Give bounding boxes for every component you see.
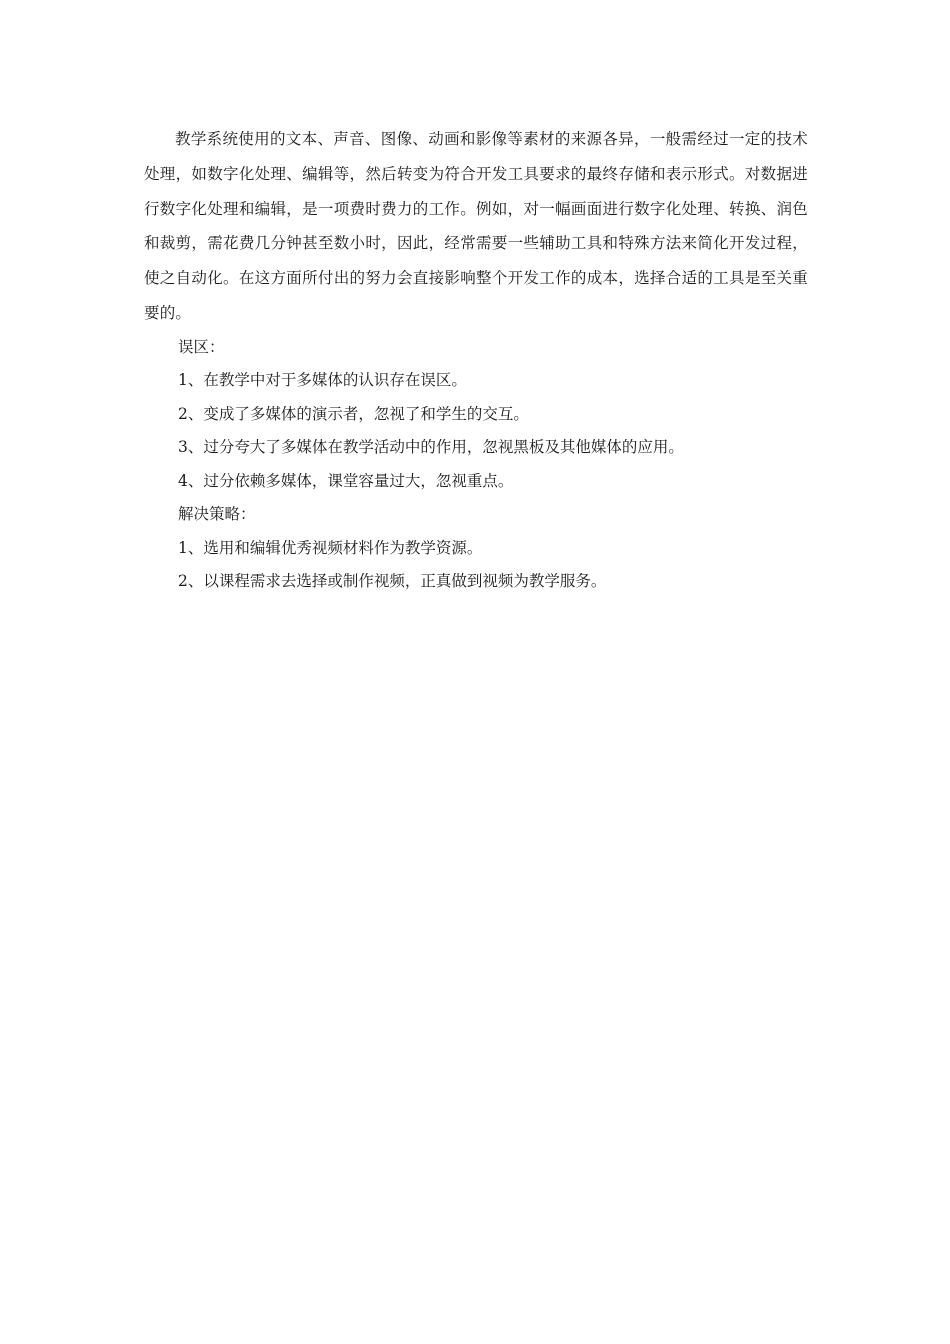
misconception-item: 1、在教学中对于多媒体的认识存在误区。 (178, 371, 467, 390)
misconception-item: 4、过分依赖多媒体，课堂容量过大，忽视重点。 (178, 471, 514, 490)
strategy-item: 2、以课程需求去选择或制作视频，正真做到视频为教学服务。 (178, 572, 607, 591)
document-body (144, 122, 808, 599)
strategy-item: 1、选用和编辑优秀视频材料作为教学资源。 (178, 538, 483, 557)
intro-paragraph: 教学系统使用的文本、声音、图像、动画和影像等素材的来源各异，一般需经过一定的技术处理，如数字化处理、编辑等，然后转变为符合开发工具要求的最终存储和表示形式。对数据进行数字化处理和编辑，是一项费时费力的工作。例如，对一幅画面进行数字化处理、转换、润色和裁剪，需花费几分钟甚至数小时，因此，经常需要一些辅助工具和特殊方法来简化开发过程，使之自动化。在这方面所付出的努力会直接影响整个开发工作的成本，选择合适的工具是至关重要的。 (144, 130, 808, 322)
misconceptions-heading: 误区： (178, 337, 225, 356)
misconception-item: 3、过分夸大了多媒体在教学活动中的作用，忽视黑板及其他媒体的应用。 (178, 438, 684, 457)
strategies-heading: 解决策略： (178, 505, 256, 524)
misconception-item: 2、变成了多媒体的演示者，忽视了和学生的交互。 (178, 404, 529, 423)
